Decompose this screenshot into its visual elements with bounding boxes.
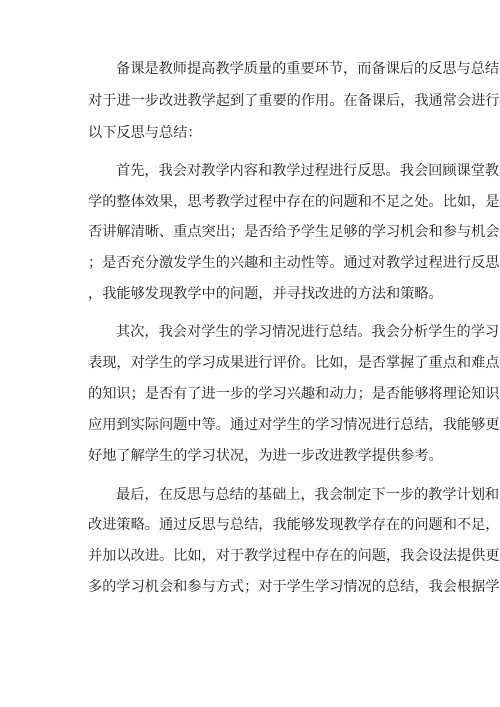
- paragraph-2-line-3: 否讲解清晰、重点突出；是否给予学生足够的学习机会和参与机会: [88, 224, 500, 240]
- paragraph-1-line-1: 备课是教师提高教学质量的重要环节，而备课后的反思与总结: [116, 61, 500, 77]
- paragraph-4-line-2: 改进策略。通过反思与总结，我能够发现教学存在的问题和不足，: [88, 517, 500, 533]
- paragraph-2-line-4: ；是否充分激发学生的兴趣和主动性等。通过对教学过程进行反思: [88, 255, 500, 271]
- paragraph-1-line-3: 以下反思与总结：: [88, 125, 202, 141]
- paragraph-2-line-2: 学的整体效果，思考教学过程中存在的问题和不足之处。比如，是: [88, 194, 500, 210]
- paragraph-4-line-4: 多的学习机会和参与方式；对于学生学习情况的总结，我会根据学: [88, 579, 500, 595]
- paragraph-3-line-1: 其次，我会对学生的学习情况进行总结。我会分析学生的学习: [116, 324, 500, 340]
- paragraph-4-line-3: 并加以改进。比如，对于教学过程中存在的问题，我会设法提供更: [88, 548, 500, 564]
- paragraph-1-line-2: 对于进一步改进教学起到了重要的作用。在备课后，我通常会进行: [88, 93, 500, 109]
- paragraph-3-line-3: 的知识；是否有了进一步的学习兴趣和动力；是否能够将理论知识: [88, 386, 500, 402]
- paragraph-2-line-1: 首先，我会对教学内容和教学过程进行反思。我会回顾课堂教: [116, 163, 500, 179]
- paragraph-3-line-2: 表现，对学生的学习成果进行评价。比如，是否掌握了重点和难点: [88, 355, 500, 371]
- paragraph-3-line-5: 好地了解学生的学习状况，为进一步改进教学提供参考。: [88, 448, 443, 464]
- paragraph-4-line-1: 最后，在反思与总结的基础上，我会制定下一步的教学计划和: [116, 487, 500, 503]
- paragraph-3-line-4: 应用到实际问题中等。通过对学生的学习情况进行总结，我能够更: [88, 417, 500, 433]
- paragraph-2-line-5: ，我能够发现教学中的问题，并寻找改进的方法和策略。: [88, 286, 443, 302]
